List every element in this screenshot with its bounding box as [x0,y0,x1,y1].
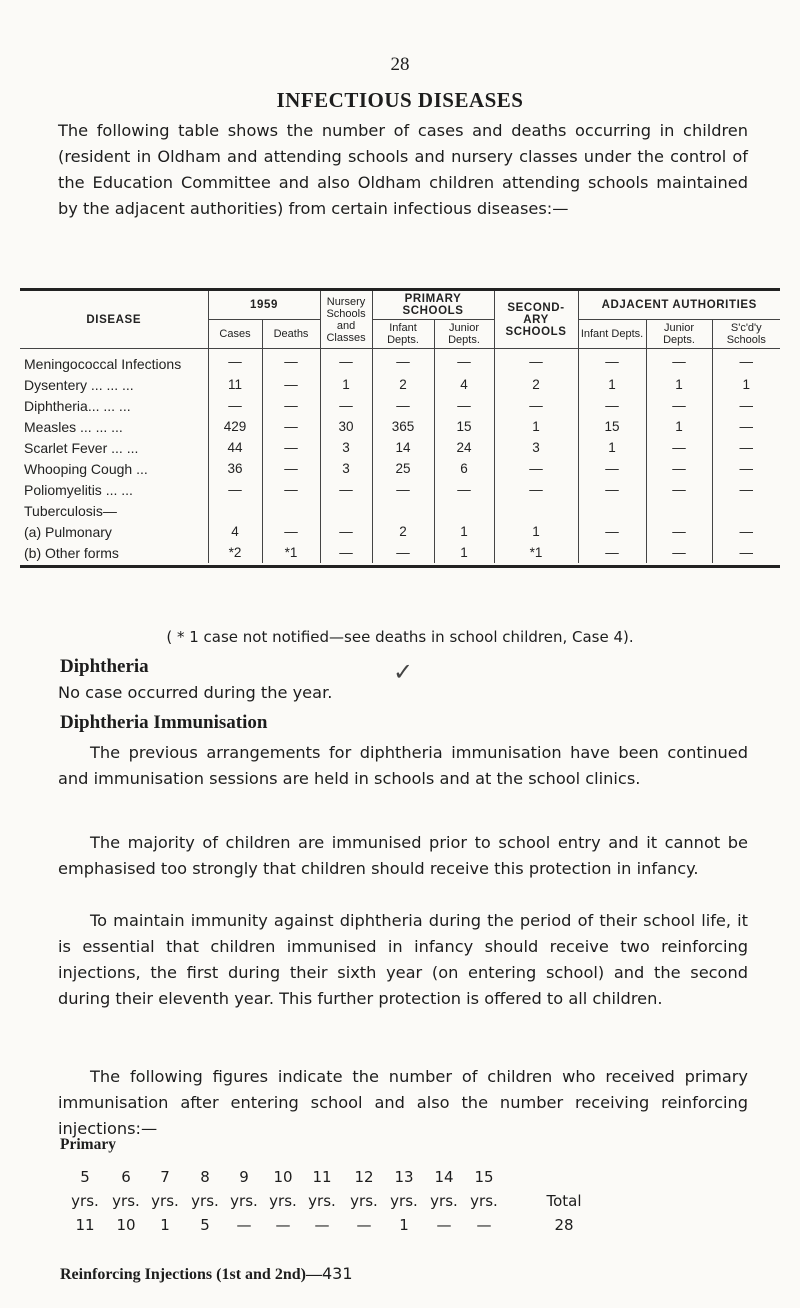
immunisation-paragraph-3: To maintain immunity against diphtheria during the period of their school life, it is essential that children immunised in infancy should receive two reinforcing injections, the first during their sixth year (on entering school) and the second during their eleventh year. This further protection is offered to all children. [58,911,748,1008]
table-cell: — [262,458,320,479]
table-cell: — [712,542,780,563]
table-cell: 1 [320,374,372,395]
table-cell: — [578,521,646,542]
table-cell: — [646,479,712,500]
table-cell: — [434,395,494,416]
table-cell: 1 [712,374,780,395]
table-cell: — [494,479,578,500]
age-count: — [236,1216,252,1234]
table-cell: — [208,479,262,500]
table-cell: — [320,542,372,563]
table-cell: 1 [434,542,494,563]
disease-name: (a) Pulmonary [24,523,112,540]
table-cell: 3 [320,458,372,479]
table-cell: 15 [578,416,646,437]
total-label: Total [546,1192,582,1210]
table-cell: — [646,542,712,563]
table-cell: — [712,458,780,479]
table-cell: — [494,458,578,479]
header-nursery: Nursery Schools and Classes [320,291,372,348]
table-cell: — [434,349,494,375]
age-label: 12 [354,1168,374,1186]
age-label: 14 [434,1168,454,1186]
age-unit: yrs. [269,1192,297,1210]
table-row [20,395,780,416]
age-unit: yrs. [350,1192,378,1210]
intro-paragraph: The following table shows the number of cases and deaths occurring in children (resident in Oldham and attending schools and nursery classes under the control of the Education Committee and also Oldham children attending schools maintained by the adjacent authorities) from certain infectious diseases:— [58,121,748,218]
diphtheria-heading: Diphtheria [60,656,149,677]
table-cell: *2 [208,542,262,563]
age-unit: yrs. [230,1192,258,1210]
table-bottom-rule [20,565,780,568]
age-count: 11 [75,1216,95,1234]
header-primary-infant: Infant Depts. [372,320,434,349]
table-cell: — [208,349,262,375]
table-cell: — [262,521,320,542]
age-label: 15 [474,1168,494,1186]
table-cell: — [262,395,320,416]
age-label: 7 [160,1168,170,1186]
age-count: 1 [399,1216,409,1234]
table-cell: 1 [578,437,646,458]
table-cell: 365 [372,416,434,437]
table-footnote: ( * 1 case not notified—see deaths in school children, Case 4). [166,628,634,646]
table-cell: 1 [494,521,578,542]
table-cell [646,500,712,521]
table-cell: — [712,521,780,542]
table-cell: 44 [208,437,262,458]
table-cell: — [372,479,434,500]
table-row [20,458,780,479]
table-cell: — [646,395,712,416]
immunisation-paragraph-1: The previous arrangements for diphtheria immunisation have been continued and immunisation sessions are held in schools and at the school clinics. [58,743,748,788]
check-mark-icon: ✓ [393,660,414,686]
table-cell: 1 [494,416,578,437]
table-row [20,416,780,437]
table-cell [372,500,434,521]
table-cell: — [494,395,578,416]
table-cell: — [712,479,780,500]
table-cell: — [262,437,320,458]
table-cell: — [646,437,712,458]
table-cell: 15 [434,416,494,437]
table-cell: 2 [372,521,434,542]
table-cell: — [578,479,646,500]
table-cell: — [646,458,712,479]
table-cell [494,500,578,521]
infectious-diseases-table [20,288,780,568]
table-row [20,500,780,521]
table-cell: — [320,395,372,416]
reinforcing-value: 431 [321,1264,353,1283]
table-cell: 1 [434,521,494,542]
age-count: 1 [160,1216,170,1234]
table-cell [578,500,646,521]
table-body [20,349,780,564]
table-cell: 25 [372,458,434,479]
header-disease: DISEASE [86,313,142,326]
age-count: — [436,1216,452,1234]
header-adj-infant: Infant Depts. [578,320,646,349]
reinforcing-injections [60,1264,353,1284]
table-cell: — [646,349,712,375]
table-cell: 24 [434,437,494,458]
age-label: 8 [200,1168,210,1186]
table-cell: — [320,349,372,375]
age-label: 13 [394,1168,414,1186]
age-unit: yrs. [430,1192,458,1210]
table-cell: 11 [208,374,262,395]
age-unit: yrs. [71,1192,99,1210]
table-cell: — [372,349,434,375]
table-cell: 3 [320,437,372,458]
table-row [20,349,780,375]
age-unit: yrs. [191,1192,219,1210]
table-row [20,479,780,500]
header-deaths: Deaths [262,320,320,349]
table-row [20,542,780,563]
immunisation-paragraph-2: The majority of children are immunised prior to school entry and it cannot be emphasised too strongly that children should receive this protection in infancy. [58,833,748,878]
table-cell: — [712,349,780,375]
table-cell: 4 [434,374,494,395]
age-unit: yrs. [151,1192,179,1210]
table-cell: — [320,521,372,542]
page-number: 28 [390,54,410,75]
disease-name: (b) Other forms [24,544,119,561]
table-cell: — [712,416,780,437]
table-cell: 30 [320,416,372,437]
table-cell: — [712,395,780,416]
age-count: — [356,1216,372,1234]
disease-name: Measles ... ... ... [24,418,123,435]
table-cell: 4 [208,521,262,542]
diphtheria-text: No case occurred during the year. [58,683,333,702]
header-primary-junior: Junior Depts. [434,320,494,349]
table-cell: — [262,416,320,437]
table-cell: — [578,542,646,563]
age-count: 5 [200,1216,210,1234]
table-cell: — [578,458,646,479]
age-count: — [275,1216,291,1234]
table-cell: *1 [262,542,320,563]
table-cell [320,500,372,521]
immunisation-heading: Diphtheria Immunisation [60,712,268,733]
table-cell: 1 [646,374,712,395]
header-year: 1959 [208,291,320,320]
table-cell: 2 [372,374,434,395]
age-count: 10 [116,1216,136,1234]
table-cell: — [372,542,434,563]
table-cell: 3 [494,437,578,458]
immunisation-paragraph-4: The following figures indicate the number of children who received primary immunisation after entering school and also the number receiving reinforcing injections:— [58,1067,748,1138]
table-cell: — [320,479,372,500]
disease-name: Whooping Cough ... [24,460,148,477]
table-cell: — [372,395,434,416]
table-cell: *1 [494,542,578,563]
header-secondary: SECOND-ARY SCHOOLS [494,291,578,348]
table-cell: — [578,395,646,416]
reinforcing-label: Reinforcing Injections (1st and 2nd)— [60,1266,322,1283]
table-cell [262,500,320,521]
page-title: INFECTIOUS DISEASES [276,88,524,112]
total-value: 28 [554,1216,574,1234]
disease-name: Dysentery ... ... ... [24,376,134,393]
age-label: 10 [273,1168,293,1186]
table-cell: 429 [208,416,262,437]
header-adj-secondary: S'c'd'y Schools [712,320,780,349]
header-adj-junior: Junior Depts. [646,320,712,349]
table-row [20,437,780,458]
age-label: 5 [80,1168,90,1186]
table-cell: — [208,395,262,416]
header-adjacent: ADJACENT AUTHORITIES [578,291,780,320]
disease-name: Poliomyelitis ... ... [24,481,133,498]
table-cell: — [578,349,646,375]
disease-name: Diphtheria... ... ... [24,397,131,414]
header-primary: PRIMARY SCHOOLS [372,291,494,320]
age-label: 9 [239,1168,249,1186]
age-count: — [476,1216,492,1234]
table-cell: — [262,374,320,395]
age-unit: yrs. [390,1192,418,1210]
table-cell [712,500,780,521]
age-count: — [314,1216,330,1234]
disease-name: Meningococcal Infections [24,355,182,372]
table-row [20,521,780,542]
table-cell: — [262,479,320,500]
table-row [20,374,780,395]
age-unit: yrs. [470,1192,498,1210]
primary-label: Primary [60,1136,116,1153]
disease-name: Scarlet Fever ... ... [24,439,139,456]
table-cell: — [646,521,712,542]
table-cell: 1 [646,416,712,437]
age-unit: yrs. [112,1192,140,1210]
table-cell: 14 [372,437,434,458]
table-cell: — [494,349,578,375]
table-cell: — [712,437,780,458]
header-cases: Cases [208,320,262,349]
disease-name: Tuberculosis— [24,502,117,519]
age-label: 6 [121,1168,131,1186]
table-cell: 2 [494,374,578,395]
table-cell: 1 [578,374,646,395]
table-cell: 36 [208,458,262,479]
table-cell: — [434,479,494,500]
table-cell [434,500,494,521]
age-label: 11 [312,1168,332,1186]
table-cell: — [262,349,320,375]
table-cell [208,500,262,521]
table-cell: 6 [434,458,494,479]
age-unit: yrs. [308,1192,336,1210]
